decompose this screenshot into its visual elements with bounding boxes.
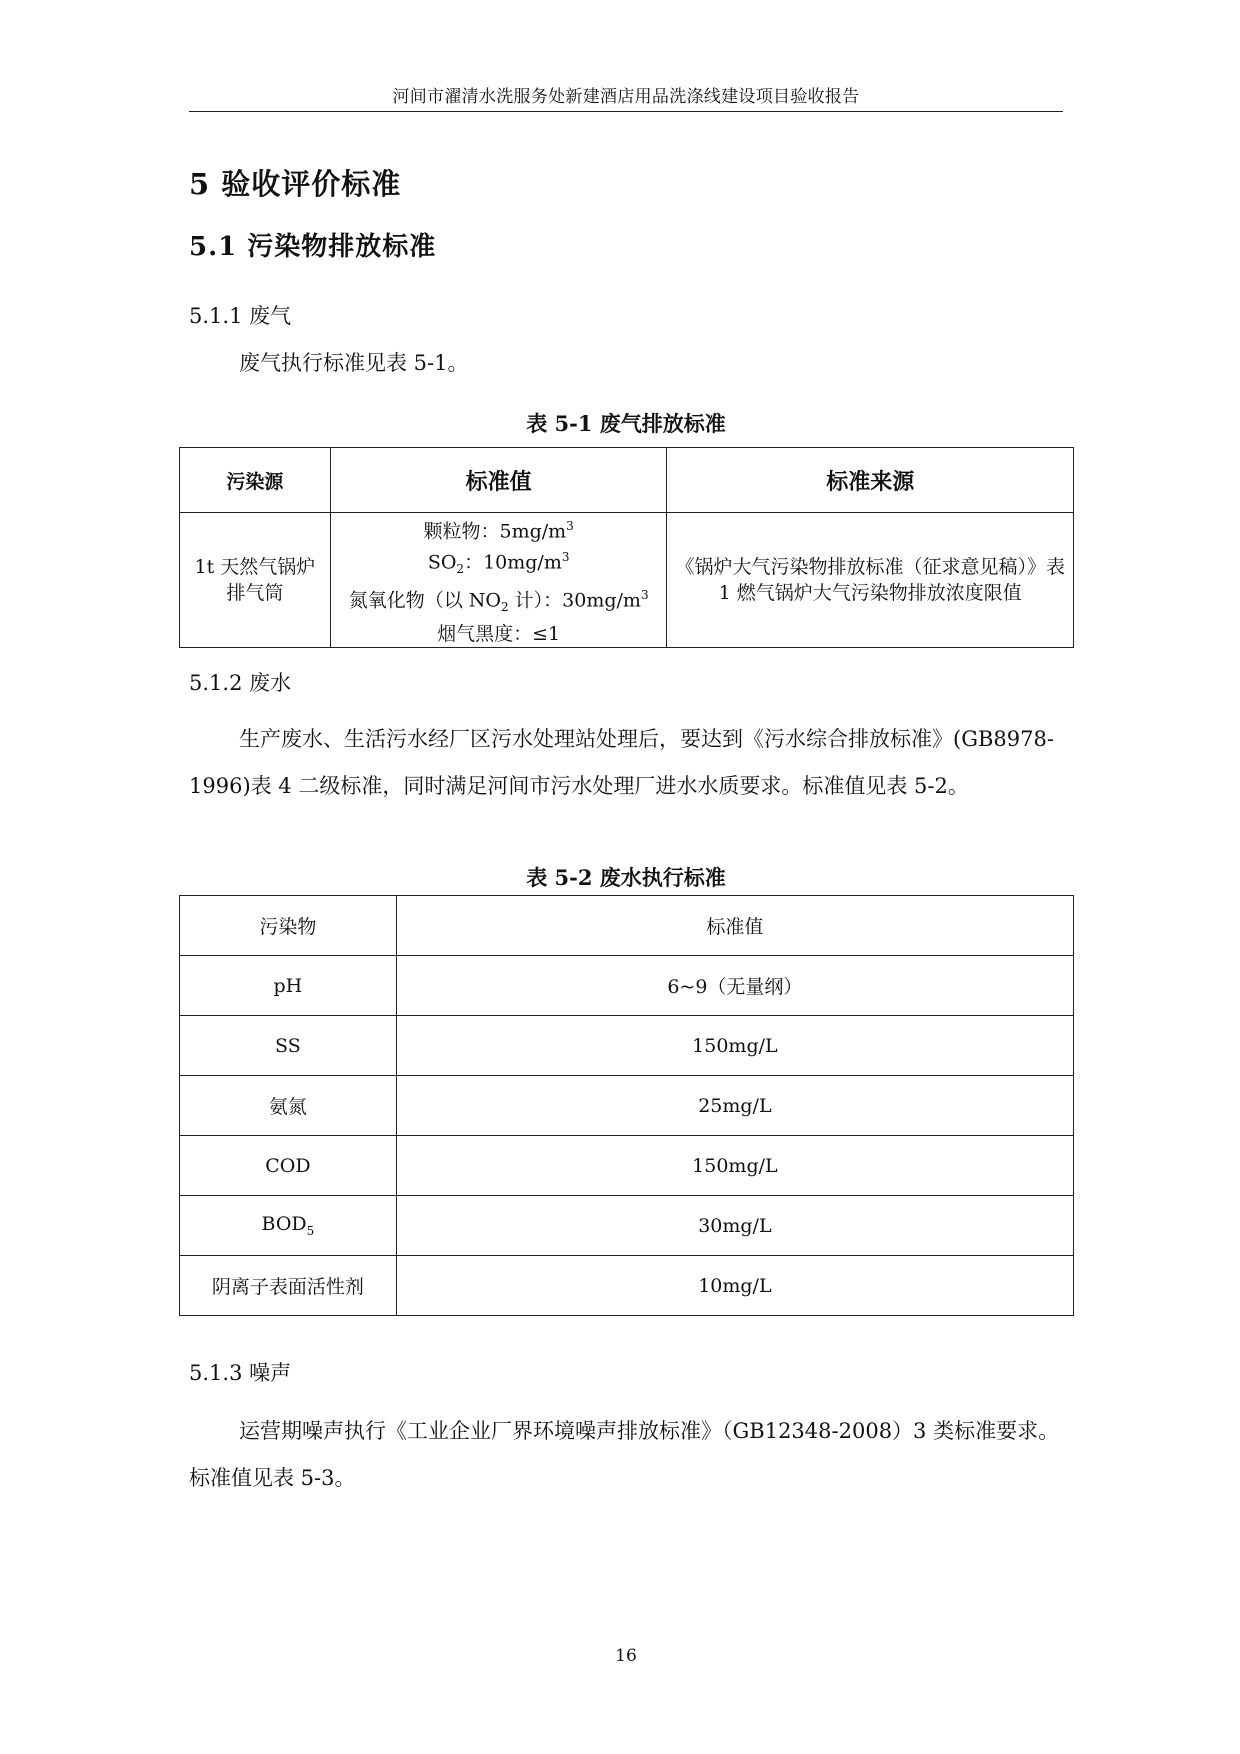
exhaust-gas-intro-text: 废气执行标准见表 5-1。 [239, 351, 469, 375]
header-pollution-source: 污染源 [180, 448, 331, 513]
value-nox-prefix: 氮氧化物（以 NO [348, 589, 501, 612]
value-so2-prefix: SO [427, 551, 457, 574]
value-nox-text: 计）：30mg/m [508, 589, 641, 612]
wastewater-paragraph-text: 生产废水、生活污水经厂区污水处理站处理后，要达到《污水综合排放标准》(GB8978- 1996)表 4 二级标准，同时满足河间市污水处理厂进水水质要求。标准值见表 5-2。 [189, 727, 1054, 798]
subsection-heading-wastewater: 5.1.2 废水 [189, 671, 292, 695]
cell-pollution-source [180, 513, 331, 648]
cell-value: 150mg/L [396, 1016, 1073, 1076]
subscript: 5 [306, 1223, 315, 1238]
table-row [180, 1016, 1074, 1076]
value-so2-text: ：10mg/m [464, 551, 562, 574]
table-5-1-exhaust-gas-standards [179, 447, 1074, 648]
cell-value: 150mg/L [396, 1136, 1073, 1196]
subsection-heading-exhaust-gas: 5.1.1 废气 [189, 304, 292, 328]
subscript: 2 [500, 600, 509, 615]
section-title: 5.1 污染物排放标准 [189, 232, 437, 262]
header-standard-value: 标准值 [396, 896, 1073, 956]
page-header: 河间市濯清水洗服务处新建酒店用品洗涤线建设项目验收报告 [189, 82, 1063, 112]
header-standard-origin: 标准来源 [667, 448, 1074, 513]
superscript: 3 [566, 519, 574, 533]
cell-value: 30mg/L [396, 1196, 1073, 1256]
value-so2 [335, 544, 663, 582]
value-particulate-text: 颗粒物：5mg/m [423, 520, 567, 543]
cell-pollutant: 阴离子表面活性剂 [180, 1256, 397, 1316]
table-row [180, 513, 1074, 648]
cell-value: 6~9（无量纲） [396, 956, 1073, 1016]
page-number: 16 [615, 1646, 637, 1666]
table-header-row [180, 896, 1074, 956]
header-standard-value: 标准值 [330, 448, 667, 513]
noise-paragraph [189, 1408, 1063, 1502]
source-line-2: 排气筒 [226, 581, 284, 604]
table-row [180, 1136, 1074, 1196]
cell-standard-origin: 《锅炉大气污染物排放标准（征求意见稿）》表 1 燃气锅炉大气污染物排放浓度限值 [667, 513, 1074, 648]
subscript: 2 [456, 562, 465, 577]
pollutant-bod: BOD [261, 1213, 307, 1236]
table-header-row [180, 448, 1074, 513]
header-pollutant: 污染物 [180, 896, 397, 956]
cell-pollutant: pH [180, 956, 397, 1016]
table-5-2-wastewater-standards [179, 895, 1074, 1316]
value-smoke-blackness: 烟气黑度：≤1 [437, 622, 561, 645]
value-nox [335, 582, 663, 620]
cell-pollutant [180, 1196, 397, 1256]
chapter-title: 5 验收评价标准 [189, 167, 402, 201]
cell-standard-values [330, 513, 667, 648]
source-line-1: 1t 天然气锅炉 [194, 555, 316, 578]
cell-pollutant: 氨氮 [180, 1076, 397, 1136]
value-particulate [335, 513, 663, 544]
table-5-1-caption: 表 5-1 废气排放标准 [526, 411, 726, 436]
cell-value: 25mg/L [396, 1076, 1073, 1136]
superscript: 3 [561, 550, 570, 565]
table-5-2-caption: 表 5-2 废水执行标准 [526, 865, 726, 890]
wastewater-paragraph [189, 716, 1063, 810]
cell-value: 10mg/L [396, 1256, 1073, 1316]
table-row [180, 1256, 1074, 1316]
cell-pollutant: COD [180, 1136, 397, 1196]
cell-pollutant: SS [180, 1016, 397, 1076]
table-row [180, 956, 1074, 1016]
noise-paragraph-text: 运营期噪声执行《工业企业厂界环境噪声排放标准》（GB12348-2008）3 类标准要求。标准值见表 5-3。 [189, 1419, 1060, 1490]
exhaust-gas-intro [189, 340, 1063, 387]
table-row [180, 1196, 1074, 1256]
superscript: 3 [640, 588, 649, 603]
subsection-heading-noise: 5.1.3 噪声 [189, 1361, 292, 1385]
table-row [180, 1076, 1074, 1136]
